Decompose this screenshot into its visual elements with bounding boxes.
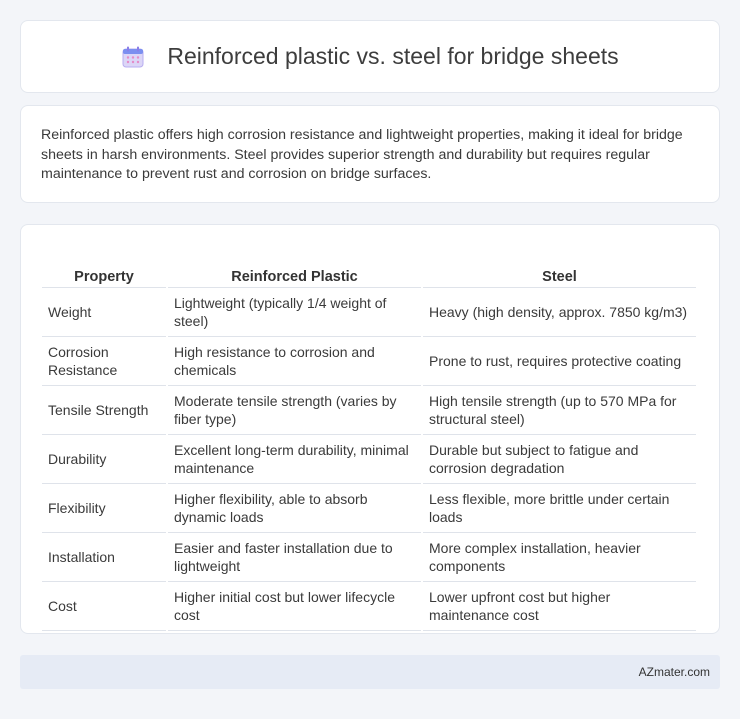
table-row [42,435,696,484]
comparison-table [40,245,698,631]
footer-brand: AZmater.com [638,665,710,679]
intro-paragraph: Reinforced plastic offers high corrosion resistance and lightweight properties, making it ideal for bridge sheets in harsh environments. Steel provides superior strength and durability but requires regular maintenance to prevent rust and corrosion on bridge surfaces. [41,127,683,182]
footer-bar [20,655,720,689]
property-cell: Flexibility [42,484,166,533]
table-row [42,484,696,533]
calendar-icon [121,45,145,69]
page-title: Reinforced plastic vs. steel for bridge sheets [167,43,619,69]
property-cell: Installation [42,533,166,582]
plastic-cell: Excellent long-term durability, minimal maintenance [168,435,421,484]
steel-cell: More complex installation, heavier components [423,533,696,582]
steel-cell: Prone to rust, requires protective coating [423,337,696,386]
table-header-row [42,245,696,288]
property-cell: Cost [42,582,166,631]
plastic-cell: Higher initial cost but lower lifecycle cost [168,582,421,631]
steel-cell: High tensile strength (up to 570 MPa for structural steel) [423,386,696,435]
plastic-cell: Moderate tensile strength (varies by fiber type) [168,386,421,435]
steel-cell: Less flexible, more brittle under certain loads [423,484,696,533]
steel-cell: Heavy (high density, approx. 7850 kg/m3) [423,288,696,337]
table-row [42,337,696,386]
comparison-card [20,224,720,634]
steel-cell: Durable but subject to fatigue and corrosion degradation [423,435,696,484]
title-card [20,20,720,93]
property-cell: Corrosion Resistance [42,337,166,386]
plastic-cell: Easier and faster installation due to lightweight [168,533,421,582]
table-row [42,288,696,337]
plastic-cell: Lightweight (typically 1/4 weight of steel) [168,288,421,337]
property-cell: Durability [42,435,166,484]
plastic-cell: Higher flexibility, able to absorb dynamic loads [168,484,421,533]
table-row [42,386,696,435]
header-property: Property [42,245,166,288]
header-steel: Steel [423,245,696,288]
header-reinforced-plastic: Reinforced Plastic [168,245,421,288]
property-cell: Tensile Strength [42,386,166,435]
property-cell: Weight [42,288,166,337]
steel-cell: Lower upfront cost but higher maintenance cost [423,582,696,631]
intro-card [20,105,720,203]
plastic-cell: High resistance to corrosion and chemicals [168,337,421,386]
table-row [42,582,696,631]
table-row [42,533,696,582]
